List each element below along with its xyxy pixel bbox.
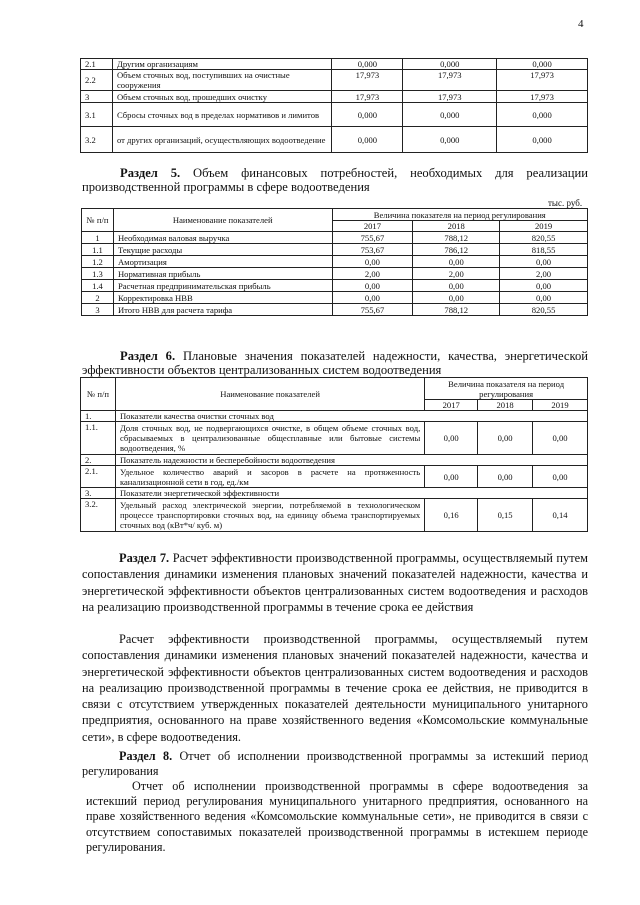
value-2018: 0,00 xyxy=(478,422,533,455)
header-year-2018: 2018 xyxy=(413,221,500,232)
group-name: Показатели энергетической эффективности xyxy=(115,488,587,499)
section-7-heading: Расчет эффективности производственной программы, осуществляемый путем сопоставления динамики изменения плановых значений показателей надежности, качества и энергетической эффективности объектов централизованных систем водоотведения и расходов на реализацию производственной программы в течение срока ее действия xyxy=(82,551,588,614)
group-num: 1. xyxy=(81,411,116,422)
section-5-heading: Объем финансовых потребностей, необходимых для реализации производственной программы в сфере водоотведения xyxy=(82,166,588,194)
row-num: 3 xyxy=(81,91,113,103)
row-num: 3.2. xyxy=(81,499,116,532)
section-8-label: Раздел 8. xyxy=(119,749,173,763)
value-2017: 0,000 xyxy=(332,59,403,70)
row-name: Необходимая валовая выручка xyxy=(113,232,332,244)
row-name: Итого НВВ для расчета тарифа xyxy=(113,304,332,316)
row-name: Корректировка НВВ xyxy=(113,292,332,304)
value-2017: 0,16 xyxy=(425,499,478,532)
table-row xyxy=(82,268,588,280)
row-name: Объем сточных вод, поступивших на очистные сооружения xyxy=(112,70,332,91)
value-2018: 17,973 xyxy=(403,70,497,91)
value-2017: 0,000 xyxy=(332,103,403,127)
header-row xyxy=(81,378,588,400)
table-row xyxy=(81,59,588,70)
value-2017: 2,00 xyxy=(332,268,413,280)
table-row xyxy=(82,256,588,268)
row-num: 1.1 xyxy=(82,244,114,256)
row-name: Текущие расходы xyxy=(113,244,332,256)
value-2019: 0,00 xyxy=(500,256,588,268)
value-2018: 0,000 xyxy=(403,59,497,70)
value-2019: 820,55 xyxy=(500,304,588,316)
table-row xyxy=(82,304,588,316)
section-8-heading: Отчет об исполнении производственной программы за истекший период регулирования xyxy=(82,749,588,779)
value-2019: 0,000 xyxy=(497,127,588,153)
table-row xyxy=(82,280,588,292)
section-5-title xyxy=(82,166,588,194)
header-num: № п/п xyxy=(82,209,114,232)
group-row xyxy=(81,455,588,466)
value-2018: 0,15 xyxy=(478,499,533,532)
section-7-body: Расчет эффективности производственной программы, осуществляемый путем сопоставления динамики изменения плановых значений показателей надежности, качества и энергетической эффективности объектов централизованных систем водоотведения и расходов на реализацию производственной программы в течение срока ее действия, не приводится в связи с отсутствием утвержденных показателей деятельности муниципального унитарного предприятия, основанного на праве хозяйственного ведения «Комсомольские коммунальные сети», в сфере водоотведения. xyxy=(82,632,588,744)
value-2018: 2,00 xyxy=(413,268,500,280)
row-num: 2 xyxy=(82,292,114,304)
header-num: № п/п xyxy=(81,378,116,411)
value-2017: 0,000 xyxy=(332,127,403,153)
header-year-2017: 2017 xyxy=(425,400,478,411)
table-row xyxy=(81,91,588,103)
row-name: Амортизация xyxy=(113,256,332,268)
value-2019: 0,00 xyxy=(533,422,588,455)
table-row xyxy=(81,422,588,455)
table-row xyxy=(81,499,588,532)
value-2017: 0,00 xyxy=(425,466,478,488)
section-5-label: Раздел 5. xyxy=(120,166,181,180)
financial-table xyxy=(81,208,588,316)
group-num: 2. xyxy=(81,455,116,466)
row-name: Объем сточных вод, прошедших очистку xyxy=(112,91,332,103)
value-2019: 0,000 xyxy=(497,59,588,70)
value-2019: 0,00 xyxy=(533,466,588,488)
page-number: 4 xyxy=(578,18,584,30)
section-6-label: Раздел 6. xyxy=(120,349,176,363)
table-row xyxy=(82,232,588,244)
unit-label: тыс. руб. xyxy=(548,198,583,208)
value-2017: 753,67 xyxy=(332,244,413,256)
value-2017: 755,67 xyxy=(332,232,413,244)
row-num: 1.1. xyxy=(81,422,116,455)
row-num: 2.1. xyxy=(81,466,116,488)
row-num: 2.1 xyxy=(81,59,113,70)
table-row xyxy=(82,292,588,304)
row-name: Расчетная предпринимательская прибыль xyxy=(113,280,332,292)
row-name: Другим организациям xyxy=(112,59,332,70)
group-row xyxy=(81,411,588,422)
row-num: 1.2 xyxy=(82,256,114,268)
value-2019: 0,000 xyxy=(497,103,588,127)
header-name: Наименование показателей xyxy=(115,378,424,411)
group-num: 3. xyxy=(81,488,116,499)
section-8-body: Отчет об исполнении производственной программы в сфере водоотведения за истекший период регулирования муниципального унитарного предприятия, основанного на праве хозяйственного ведения «Комсомольские коммунальные сети», не приводится в связи с отсутствием сопоставимых показателей производственной программы в истекшем периоде регулирования. xyxy=(86,779,588,854)
group-name: Показатели качества очистки сточных вод xyxy=(115,411,587,422)
header-row xyxy=(82,209,588,221)
row-num: 3 xyxy=(82,304,114,316)
value-2018: 0,000 xyxy=(403,103,497,127)
table-row xyxy=(81,127,588,153)
section-7-title xyxy=(82,550,588,615)
header-name: Наименование показателей xyxy=(113,209,332,232)
volume-table xyxy=(80,58,588,153)
value-2018: 0,000 xyxy=(403,127,497,153)
header-year-2017: 2017 xyxy=(332,221,413,232)
group-row xyxy=(81,488,588,499)
row-name: Сбросы сточных вод в пределах нормативов и лимитов xyxy=(112,103,332,127)
value-2018: 788,12 xyxy=(413,304,500,316)
value-2018: 17,973 xyxy=(403,91,497,103)
value-2017: 17,973 xyxy=(332,70,403,91)
row-num: 2.2 xyxy=(81,70,113,91)
value-2018: 0,00 xyxy=(478,466,533,488)
table-row xyxy=(81,70,588,91)
value-2018: 786,12 xyxy=(413,244,500,256)
row-name: Доля сточных вод, не подвергающихся очистке, в общем объеме сточных вод, сбрасываемых в централизованные общесплавные или бытовые системы водоотведения, % xyxy=(115,422,424,455)
value-2019: 2,00 xyxy=(500,268,588,280)
header-period: Величина показателя на период регулирования xyxy=(425,378,588,400)
value-2017: 0,00 xyxy=(425,422,478,455)
section-6-title xyxy=(82,349,588,377)
row-name: Нормативная прибыль xyxy=(113,268,332,280)
header-year-2019: 2019 xyxy=(500,221,588,232)
value-2018: 0,00 xyxy=(413,256,500,268)
row-name: Удельный расход электрической энергии, потребляемой в технологическом процессе транспортировки сточных вод, на единицу объема транспортируемых сточных вод (кВт*ч/ куб. м) xyxy=(115,499,424,532)
group-name: Показатель надежности и бесперебойности водоотведения xyxy=(115,455,587,466)
value-2019: 0,00 xyxy=(500,280,588,292)
value-2019: 818,55 xyxy=(500,244,588,256)
row-num: 3.2 xyxy=(81,127,113,153)
header-year-2019: 2019 xyxy=(533,400,588,411)
value-2017: 0,00 xyxy=(332,256,413,268)
value-2019: 820,55 xyxy=(500,232,588,244)
row-num: 1 xyxy=(82,232,114,244)
value-2018: 0,00 xyxy=(413,280,500,292)
section-8-title xyxy=(82,749,588,779)
value-2019: 0,00 xyxy=(500,292,588,304)
value-2017: 0,00 xyxy=(332,280,413,292)
header-period: Величина показателя на период регулирования xyxy=(332,209,587,221)
row-num: 3.1 xyxy=(81,103,113,127)
value-2018: 788,12 xyxy=(413,232,500,244)
value-2019: 17,973 xyxy=(497,70,588,91)
row-name: от других организаций, осуществляющих водоотведение xyxy=(112,127,332,153)
row-name: Удельное количество аварий и засоров в расчете на протяженность канализационной сети в год, ед./км xyxy=(115,466,424,488)
table-row xyxy=(82,244,588,256)
value-2017: 755,67 xyxy=(332,304,413,316)
value-2019: 17,973 xyxy=(497,91,588,103)
indicators-table xyxy=(80,377,588,532)
section-7-label: Раздел 7. xyxy=(119,551,170,565)
row-num: 1.3 xyxy=(82,268,114,280)
value-2017: 0,00 xyxy=(332,292,413,304)
row-num: 1.4 xyxy=(82,280,114,292)
value-2017: 17,973 xyxy=(332,91,403,103)
table-row xyxy=(81,466,588,488)
section-6-heading: Плановые значения показателей надежности, качества, энергетической эффективности объектов централизованных систем водоотведения xyxy=(82,349,588,377)
value-2018: 0,00 xyxy=(413,292,500,304)
value-2019: 0,14 xyxy=(533,499,588,532)
header-year-2018: 2018 xyxy=(478,400,533,411)
table-row xyxy=(81,103,588,127)
